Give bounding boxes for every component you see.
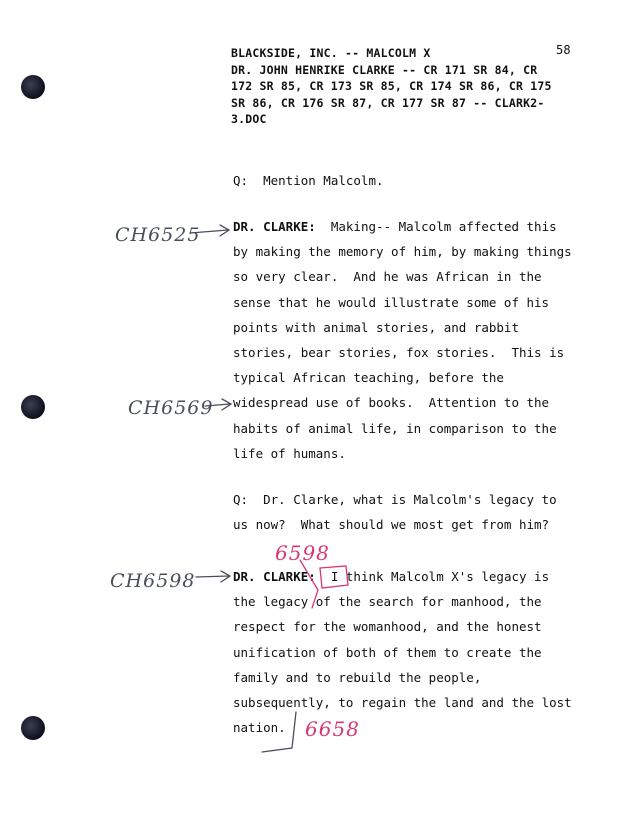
timecode-annotation: 6658: [305, 717, 360, 741]
question-line: Q: Dr. Clarke, what is Malcolm's legacy to: [233, 492, 557, 507]
answer-line: nation.: [233, 720, 286, 736]
speaker-label: DR. CLARKE:: [233, 219, 316, 234]
answer-line: typical African teaching, before the: [233, 370, 504, 386]
header-line: 3.DOC: [231, 112, 267, 126]
answer-line: by making the memory of him, by making things: [233, 244, 572, 260]
question-line: Q: Mention Malcolm.: [233, 173, 384, 188]
timecode-annotation: CH6525: [115, 224, 201, 246]
binder-hole: [21, 75, 45, 99]
document-header: [231, 45, 591, 128]
timecode-annotation: CH6569: [128, 397, 214, 419]
binder-hole: [21, 395, 45, 419]
binder-hole: [21, 716, 45, 740]
answer-line: stories, bear stories, fox stories. This is: [233, 345, 565, 361]
question-1: [233, 168, 593, 193]
answer-line: the legacy of the search for manhood, the: [233, 594, 542, 610]
answer-line: Making-- Malcolm affected this: [315, 219, 557, 234]
question-2: [233, 487, 593, 537]
answer-line: unification of both of them to create the: [233, 644, 542, 660]
arrow-icon: [196, 571, 230, 582]
answer-line: so very clear. And he was African in the: [233, 269, 542, 285]
answer-1: [233, 214, 593, 466]
answer-line: points with animal stories, and rabbit: [233, 319, 519, 335]
speaker-label: DR. CLARKE:: [233, 569, 316, 584]
answer-line: family and to rebuild the people,: [233, 669, 482, 685]
answer-line: I think Malcolm X's legacy is: [315, 569, 550, 584]
timecode-annotation: 6598: [275, 541, 330, 565]
answer-line: subsequently, to regain the land and the lost: [233, 695, 572, 711]
answer-2: [233, 564, 593, 740]
answer-line: habits of animal life, in comparison to the: [233, 420, 557, 436]
page-number: 58: [556, 43, 571, 57]
header-line: BLACKSIDE, INC. -- MALCOLM X: [231, 46, 431, 60]
answer-line: life of humans.: [233, 445, 346, 461]
timecode-annotation: CH6598: [110, 570, 196, 592]
answer-line: respect for the womanhood, and the honest: [233, 619, 542, 635]
answer-line: widespread use of books. Attention to the: [233, 395, 550, 411]
header-line: DR. JOHN HENRIKE CLARKE -- CR 171 SR 84, CR: [231, 62, 538, 77]
header-line: 172 SR 85, CR 173 SR 85, CR 174 SR 86, CR 175: [231, 79, 552, 93]
answer-line: sense that he would illustrate some of his: [233, 294, 550, 310]
question-line: us now? What should we most get from him?: [233, 517, 550, 533]
header-line: SR 86, CR 176 SR 87, CR 177 SR 87 -- CLARK2-: [231, 95, 545, 110]
